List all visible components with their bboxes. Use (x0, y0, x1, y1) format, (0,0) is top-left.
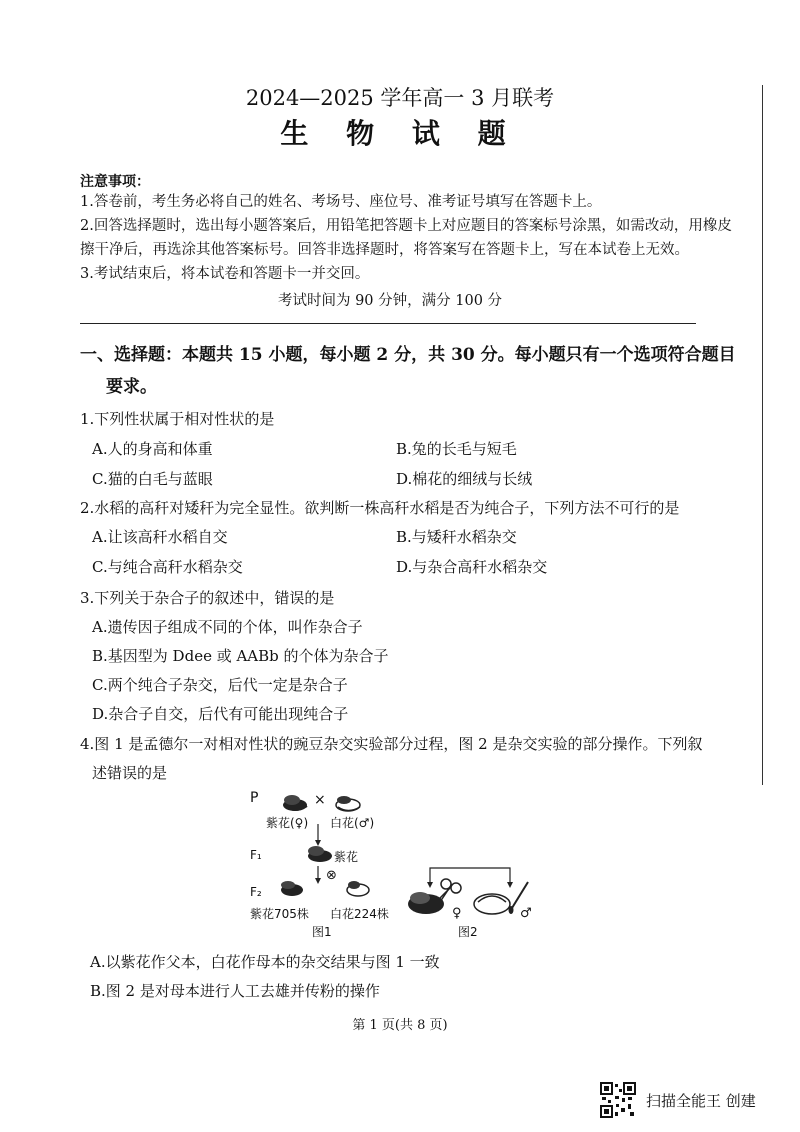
f2-purple-count: 紫花705株 (250, 907, 309, 921)
divider (80, 323, 696, 324)
scanner-watermark-text: 扫描全能王 创建 (646, 1092, 756, 1110)
question-3-stem: 3.下列关于杂合子的叙述中，错误的是 (80, 589, 335, 607)
question-4-option-b: B.图 2 是对母本进行人工去雄并传粉的操作 (90, 982, 380, 1000)
question-3-option-d: D.杂合子自交，后代有可能出现纯合子 (92, 705, 349, 723)
purple-flower-icon (283, 795, 307, 811)
notice-line-4: 3.考试结束后，将本试卷和答题卡一并交回。 (80, 266, 370, 282)
question-4-stem-line-1: 4.图 1 是孟德尔一对相对性状的豌豆杂交实验部分过程，图 2 是杂交实验的部分操作。下列叙 (80, 735, 703, 753)
qr-code-drawing (600, 1082, 636, 1118)
section-heading-line-2: 要求。 (106, 377, 157, 397)
page-number: 第 1 页(共 8 页) (352, 1018, 448, 1033)
white-flower-icon (336, 796, 360, 811)
question-2-stem: 2.水稻的高秆对矮秆为完全显性。欲判断一株高秆水稻是否为纯合子，下列方法不可行的是 (80, 499, 680, 517)
notice-heading: 注意事项： (80, 174, 150, 190)
exam-time-info: 考试时间为 90 分钟，满分 100 分 (277, 293, 503, 309)
qr-code-icon (600, 1082, 636, 1118)
male-symbol: ♂ (520, 906, 532, 921)
question-1-option-b: B.兔的长毛与短毛 (396, 440, 517, 458)
question-1-stem: 1.下列性状属于相对性状的是 (80, 410, 275, 428)
female-symbol: ♀ (452, 906, 462, 921)
exam-title: 2024—2025 学年高一 3 月联考 (245, 86, 555, 110)
page-edge-line (762, 85, 763, 785)
section-heading-line-1: 一、选择题：本题共 15 小题，每小题 2 分，共 30 分。每小题只有一个选项符合题目 (80, 345, 736, 365)
figure-1-caption: 图1 (312, 925, 332, 939)
p-purple-label: 紫花(♀) (266, 816, 309, 830)
cross-symbol: × (314, 792, 326, 808)
question-2-option-d: D.与杂合高秆水稻杂交 (396, 558, 548, 576)
scissors-icon (438, 879, 461, 902)
question-4-option-a: A.以紫花作父本，白花作母本的杂交结果与图 1 一致 (90, 953, 440, 971)
emasculated-flower-icon (408, 892, 444, 914)
p-generation-label: P (250, 790, 259, 806)
question-4-stem-line-2: 述错误的是 (92, 764, 168, 782)
figure-2-caption: 图2 (458, 925, 478, 939)
question-1-option-d: D.棉花的细绒与长绒 (396, 470, 533, 488)
f2-white-count: 白花224株 (330, 907, 389, 921)
f2-purple-flower-icon (281, 881, 303, 896)
question-3-option-c: C.两个纯合子杂交，后代一定是杂合子 (92, 676, 348, 694)
pollen-flower-icon (474, 894, 510, 914)
question-3-option-b: B.基因型为 Ddee 或 AABb 的个体为杂合子 (92, 647, 389, 665)
notice-line-2: 2.回答选择题时，选出每小题答案后，用铅笔把答题卡上对应题目的答案标号涂黑，如需改动，用橡皮 (80, 218, 732, 234)
f2-label: F₂ (250, 885, 262, 899)
question-3-option-a: A.遗传因子组成不同的个体，叫作杂合子 (92, 618, 363, 636)
question-1-option-a: A.人的身高和体重 (92, 440, 213, 458)
f2-white-flower-icon (347, 881, 369, 896)
p-white-label: 白花(♂) (330, 816, 375, 830)
notice-line-1: 1.答卷前，考生务必将自己的姓名、考场号、座位号、准考证号填写在答题卡上。 (80, 194, 602, 210)
question-2-option-b: B.与矮秆水稻杂交 (396, 528, 517, 546)
figure-2-drawing (400, 862, 540, 922)
figure-2 (400, 862, 540, 942)
notice-line-3: 擦干净后，再选涂其他答案标号。回答非选择题时，将答案写在答题卡上，写在本试卷上无效。 (80, 242, 689, 258)
question-2-option-c: C.与纯合高秆水稻杂交 (92, 558, 243, 576)
f1-purple-label: 紫花 (334, 850, 359, 864)
self-cross-symbol: ⊗ (326, 868, 337, 883)
subject-title: 生 物 试 题 (280, 117, 520, 150)
question-1-option-c: C.猫的白毛与蓝眼 (92, 470, 213, 488)
question-2-option-a: A.让该高秆水稻自交 (92, 528, 228, 546)
f1-flower-icon (308, 846, 332, 862)
figure-1 (250, 790, 400, 940)
f1-label: F₁ (250, 848, 262, 862)
